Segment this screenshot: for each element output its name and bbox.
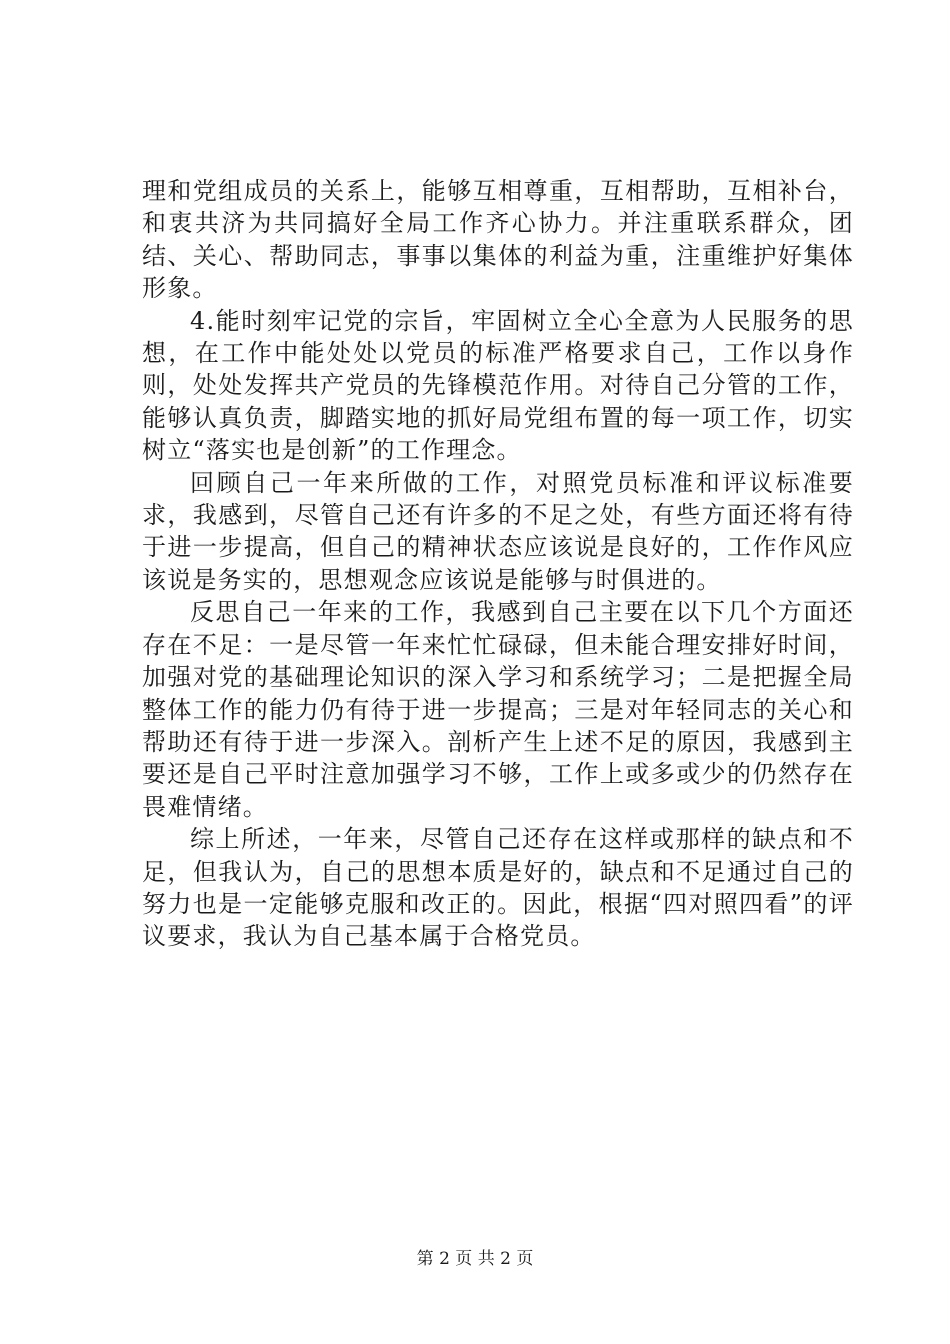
paragraph-review: 回顾自己一年来所做的工作，对照党员标准和评议标准要求，我感到，尽管自己还有许多的不足之处，有些方面还将有待于进一步提高，但自己的精神状态应该说是良好的，工作作风应该说是务实的，思想观念应该说是能够与时俱进的。: [142, 468, 854, 594]
page-number-footer: 第 2 页 共 2 页: [416, 1249, 534, 1269]
paragraph-summary: 综上所述，一年来，尽管自己还存在这样或那样的缺点和不足，但我认为，自己的思想本质是好的，缺点和不足通过自己的努力也是一定能够克服和改正的。因此，根据“四对照四看”的评议要求，我认为自己基本属于合格党员。: [142, 825, 854, 951]
paragraph-item-4: 4.能时刻牢记党的宗旨，牢固树立全心全意为人民服务的思想，在工作中能处处以党员的标准严格要求自己，工作以身作则，处处发挥共产党员的先锋模范作用。对待自己分管的工作，能够认真负责，脚踏实地的抓好局党组布置的每一项工作，切实树立“落实也是创新”的工作理念。: [142, 306, 854, 465]
paragraph-continuation: 理和党组成员的关系上，能够互相尊重，互相帮助，互相补台，和衷共济为共同搞好全局工作齐心协力。并注重联系群众，团结、关心、帮助同志，事事以集体的利益为重，注重维护好集体形象。: [142, 177, 854, 303]
document-body: [142, 175, 854, 953]
paragraph-reflection: 反思自己一年来的工作，我感到自己主要在以下几个方面还存在不足：一是尽管一年来忙忙碌碌，但未能合理安排好时间，加强对党的基础理论知识的深入学习和系统学习；二是把握全局整体工作的能力仍有待于进一步提高；三是对年轻同志的关心和帮助还有待于进一步深入。剖析产生上述不足的原因，我感到主要还是自己平时注意加强学习不够，工作上或多或少的仍然存在畏难情绪。: [142, 598, 854, 821]
